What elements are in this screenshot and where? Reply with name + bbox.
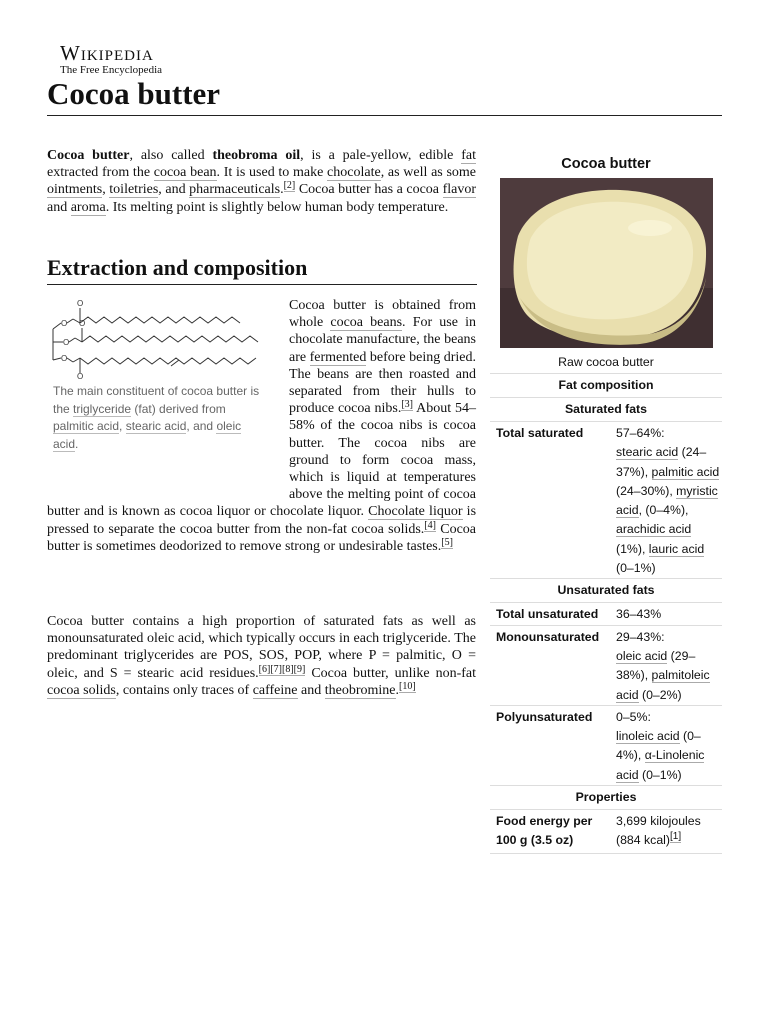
composition-paragraph: Cocoa butter contains a high proportion of saturated fats as well as monounsaturated oleic acid, which typically occurs in each triglyceride. The predominant triglycerides are POS, SOS, POP, where P = palmitic, O = oleic, and S = stearic acid residues.[6][7][8][9] Cocoa butter, unlike non-fat cocoa solids, contains only traces of caffeine and theobromine.[10]: [47, 614, 477, 698]
reference-link[interactable]: [3]: [401, 399, 413, 411]
svg-text:O: O: [77, 372, 84, 380]
reference-link[interactable]: [1]: [670, 831, 682, 843]
row-label: Total saturated: [496, 426, 584, 440]
infobox-row-polyunsaturated: [490, 705, 722, 785]
reference-link[interactable]: [10]: [399, 680, 416, 692]
link-arachidic-acid[interactable]: arachidic acid: [616, 522, 692, 537]
infobox-row-total-unsaturated: [490, 602, 722, 624]
infobox-row-food-energy: [490, 809, 722, 851]
link-lauric-acid[interactable]: lauric acid: [648, 541, 705, 556]
link-triglyceride[interactable]: triglyceride: [73, 401, 132, 416]
row-label: Monounsaturated: [496, 629, 600, 644]
link-stearic-acid[interactable]: stearic acid: [125, 419, 187, 433]
bold-term: Cocoa butter: [47, 148, 130, 163]
wikipedia-wordmark: Wikipedia: [60, 41, 154, 65]
link-linoleic-acid[interactable]: linoleic acid: [616, 729, 680, 744]
infobox-bottom-border: [490, 853, 722, 854]
infobox-row-monounsaturated: [490, 625, 722, 705]
link-aroma[interactable]: aroma: [70, 199, 106, 215]
svg-text:O: O: [63, 338, 70, 347]
link-caffeine[interactable]: caffeine: [252, 682, 298, 698]
wikipedia-logo[interactable]: [60, 42, 162, 77]
infobox-header-unsaturated: Unsaturated fats: [490, 578, 722, 602]
link-fermented[interactable]: fermented: [309, 349, 367, 365]
link-pharmaceuticals[interactable]: pharmaceuticals: [189, 182, 281, 198]
link-palmitic-acid[interactable]: palmitic acid: [651, 464, 720, 479]
link-palmitoleic-acid[interactable]: palmitoleic acid: [616, 668, 710, 702]
row-value: 57–64%: stearic acid (24–37%), palmitic acid (24–30%), myristic acid, (0–4%), arachidic acid (1%), lauric acid (0–1%): [616, 426, 720, 576]
link-toiletries[interactable]: toiletries: [109, 182, 159, 198]
row-value: 0–5%: linoleic acid (0–4%), α-Linolenic acid (0–1%): [616, 709, 705, 782]
link-cocoa-solids[interactable]: cocoa solids: [47, 682, 116, 698]
svg-text:O: O: [79, 319, 86, 328]
reference-link[interactable]: [5]: [441, 536, 453, 548]
infobox-image-caption: Raw cocoa butter: [558, 355, 654, 369]
link-chocolate-liquor[interactable]: Chocolate liquor: [368, 504, 463, 520]
infobox: [490, 148, 722, 854]
link-stearic-acid[interactable]: stearic acid: [616, 445, 679, 460]
row-label: Polyunsaturated: [496, 709, 593, 724]
extraction-paragraph: Cocoa butter is obtained from whole cocoa beans. For use in chocolate manufacture, the beans are fermented before being dried. The beans are then roasted and separated from their hulls to produce cocoa nibs.[3] About 54–58% of the cocoa nibs is cocoa butter. The cocoa nibs are ground to form cocoa mass, which is liquid at temperatures above the melting point of cocoa butter and is known as cocoa liquor or chocolate liquor. Chocolate liquor is pressed to separate the cocoa butter from the non-fat cocoa solids.[4] Cocoa butter is sometimes deodorized to remove strong or undesirable tastes.[5]: [47, 298, 477, 554]
row-label: Food energy per 100 g (3.5 oz): [496, 814, 593, 848]
link-oleic-acid[interactable]: oleic acid: [616, 648, 668, 663]
infobox-title: Cocoa butter: [561, 156, 651, 172]
reference-link[interactable]: [7]: [270, 663, 282, 675]
link-chocolate[interactable]: chocolate: [327, 165, 381, 181]
infobox-header-fat-composition: Fat composition: [490, 373, 722, 397]
infobox-row-total-saturated: [490, 421, 722, 578]
link-oleic-acid[interactable]: oleic acid: [53, 419, 242, 451]
reference-link[interactable]: [8]: [282, 663, 294, 675]
section-underline: [47, 284, 477, 285]
figure-caption: The main constituent of cocoa butter is the triglyceride (fat) derived from palmitic acid, stearic acid, and oleic acid.: [53, 384, 260, 451]
bold-term: theobroma oil: [212, 148, 301, 163]
link-alpha-linolenic-acid[interactable]: α-Linolenic acid: [616, 748, 705, 782]
infobox-header-saturated: Saturated fats: [490, 397, 722, 421]
reference-link[interactable]: [2]: [283, 180, 296, 192]
link-cocoa-bean[interactable]: cocoa bean: [153, 165, 217, 181]
link-palmitic-acid[interactable]: palmitic acid: [53, 419, 120, 433]
link-flavor[interactable]: flavor: [442, 182, 476, 198]
infobox-header-properties: Properties: [490, 785, 722, 809]
link-fat[interactable]: fat: [461, 148, 476, 163]
row-value: 36–43%: [616, 607, 662, 622]
svg-text:O: O: [77, 299, 84, 308]
reference-link[interactable]: [4]: [424, 519, 436, 531]
reference-link[interactable]: [9]: [293, 663, 306, 675]
svg-text:O: O: [61, 354, 68, 363]
wikipedia-tagline: The Free Encyclopedia: [60, 64, 163, 76]
lead-paragraph: Cocoa butter, also called theobroma oil, is a pale-yellow, edible fat extracted from the cocoa bean. It is used to make chocolate, as well as some ointments, toiletries, and pharmaceuticals.[2] Cocoa butter has a cocoa flavor and aroma. Its melting point is slightly below human body temperature.: [47, 148, 476, 215]
link-myristic-acid[interactable]: myristic acid: [616, 483, 718, 518]
reference-link[interactable]: [6]: [258, 663, 271, 675]
row-label: Total unsaturated: [496, 607, 599, 622]
page-title: Cocoa butter: [47, 76, 221, 111]
section-heading: Extraction and composition: [47, 255, 308, 280]
link-cocoa-beans[interactable]: cocoa beans: [330, 315, 403, 331]
svg-text:O: O: [61, 319, 68, 328]
cocoa-butter-photo[interactable]: [500, 178, 713, 348]
link-ointments[interactable]: ointments: [47, 182, 103, 198]
row-value: 3,699 kilojoules (884 kcal)[1]: [616, 814, 701, 848]
row-value: 29–43%: oleic acid (29–38%), palmitoleic acid (0–2%): [616, 629, 710, 702]
title-underline: [47, 115, 722, 116]
link-theobromine[interactable]: theobromine: [324, 682, 396, 698]
figure-float-spacer: [47, 297, 289, 489]
